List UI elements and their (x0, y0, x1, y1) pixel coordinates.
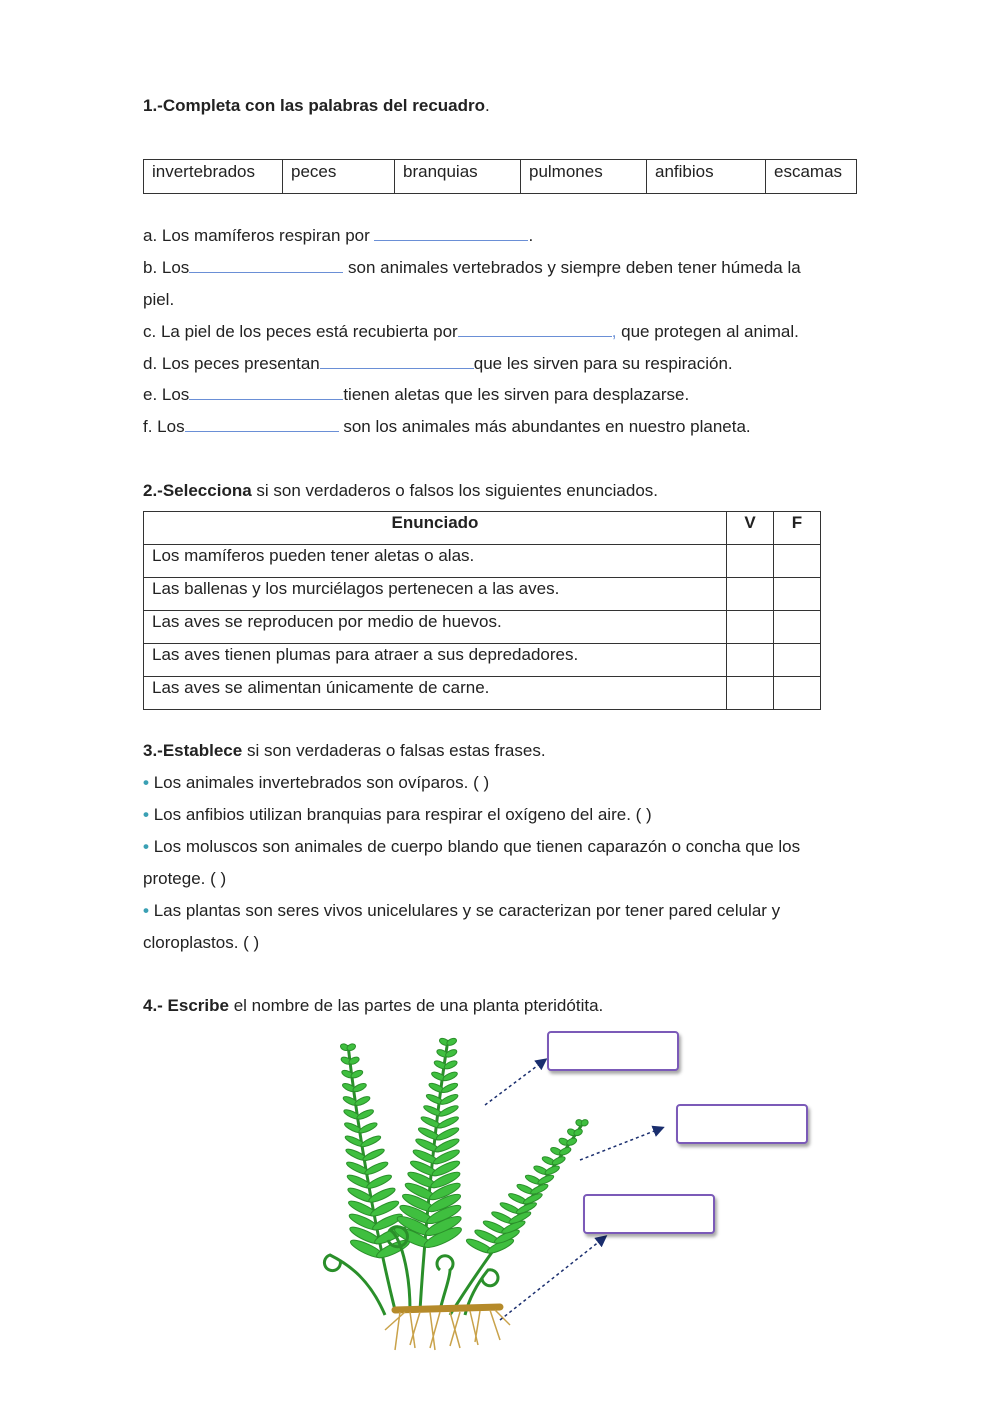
sentence-b-text: b. Los (143, 258, 190, 277)
statement-cell: Las ballenas y los murciélagos pertenecen a las aves. (144, 578, 727, 611)
statement-cell: Las aves se reproducen por medio de huevos. (144, 611, 727, 644)
leaflet-left (354, 1095, 371, 1107)
section4-number: 4.- Escribe (143, 996, 229, 1015)
sentence-e (143, 385, 689, 405)
header-f: F (774, 512, 821, 545)
leaflet-center (438, 1104, 460, 1118)
statement-3-text: Los moluscos son animales de cuerpo blando que tienen caparazón o concha que los (153, 837, 801, 856)
true-false-table (143, 511, 821, 710)
section4-instruction: el nombre de las partes de una planta pteridótita. (229, 996, 604, 1015)
section2-heading (143, 481, 658, 501)
word-bank-cell: anfibios (647, 160, 766, 194)
leaflet-center (440, 1081, 458, 1094)
f-cell[interactable] (774, 578, 821, 611)
table-row (144, 545, 821, 578)
blank-a[interactable] (374, 226, 528, 241)
word-bank-cell: peces (283, 160, 395, 194)
v-cell[interactable] (727, 578, 774, 611)
section2-instruction: si son verdaderos o falsos los siguientes enunciados. (251, 481, 659, 500)
sentence-e-end: tienen aletas que les sirven para desplazarse. (343, 385, 690, 404)
leaflet-left (358, 1121, 378, 1135)
table-header-row (144, 512, 821, 545)
leaflet-right (558, 1146, 572, 1157)
blank-c[interactable] (458, 322, 612, 337)
f-cell[interactable] (774, 644, 821, 677)
sentence-b-end: son animales vertebrados y siempre deben tener húmeda la (343, 258, 801, 277)
rhizome (385, 1307, 510, 1350)
statement-4-text: Las plantas son seres vivos unicelulares y se caracterizan por tener pared celular y (153, 901, 781, 920)
word-bank-cell: escamas (766, 160, 857, 194)
v-cell[interactable] (727, 677, 774, 710)
statement-3-continued: protege. ( ) (143, 869, 227, 888)
sentence-a-text: a. Los mamíferos respiran por (143, 226, 375, 245)
f-cell[interactable] (774, 611, 821, 644)
blank-d[interactable] (320, 354, 474, 369)
f-cell[interactable] (774, 545, 821, 578)
statement-1 (143, 773, 489, 793)
blank-b[interactable] (189, 258, 343, 273)
sentence-f (143, 417, 751, 437)
section1-heading (143, 96, 490, 116)
sentence-c-text: c. La piel de los peces está recubierta por (143, 322, 458, 341)
leaflet-right (566, 1137, 578, 1147)
bullet-icon: • (143, 805, 149, 824)
blank-f[interactable] (185, 417, 339, 432)
statement-3 (143, 837, 800, 857)
statement-2-text: Los anfibios utilizan branquias para respirar el oxígeno del aire. ( ) (153, 805, 652, 824)
section1-number: 1.- (143, 96, 163, 115)
fern-illustration (300, 1030, 820, 1360)
leaflet-center (439, 1093, 459, 1107)
sentence-e-text: e. Los (143, 385, 190, 404)
word-bank (143, 159, 857, 194)
arrow-to-box-3 (500, 1237, 605, 1320)
v-cell[interactable] (727, 611, 774, 644)
bullet-icon: • (143, 901, 149, 920)
answer-box-1[interactable] (547, 1031, 679, 1071)
statement-cell: Los mamíferos pueden tener aletas o alas. (144, 545, 727, 578)
word-bank-cell: pulmones (521, 160, 647, 194)
bullet-icon: • (143, 837, 149, 856)
arrow-to-box-1 (485, 1060, 545, 1105)
statement-2 (143, 805, 652, 825)
f-cell[interactable] (774, 677, 821, 710)
sentence-d-end: que les sirven para su respiración. (473, 354, 733, 373)
sentence-b (143, 258, 801, 278)
word-bank-cell: branquias (395, 160, 521, 194)
leaflet-left (346, 1043, 357, 1052)
leaflet-center (446, 1037, 458, 1047)
section3-number: 3.-Establece (143, 741, 243, 760)
statement-cell: Las aves tienen plumas para atraer a sus depredadores. (144, 644, 727, 677)
header-enunciado: Enunciado (144, 512, 727, 545)
sentence-d-text: d. Los peces presentan (143, 354, 320, 373)
section4-heading (143, 996, 603, 1016)
sentence-c (143, 322, 799, 342)
statement-1-text: Los animales invertebrados son ovíparos. ( ) (153, 773, 490, 792)
leaflet-left (360, 1134, 382, 1149)
statement-4-continued: cloroplastos. ( ) (143, 933, 260, 952)
sentence-a (143, 226, 533, 246)
sentence-b-continued: piel. (143, 290, 175, 309)
sentence-f-end: son los animales más abundantes en nuestro planeta. (338, 417, 751, 436)
blank-e[interactable] (189, 385, 343, 400)
statement-4 (143, 901, 780, 921)
leaflet-left (362, 1147, 386, 1163)
section1-title-period: . (485, 96, 490, 115)
bullet-icon: • (143, 773, 149, 792)
sentence-d (143, 354, 733, 374)
leaflet-left (363, 1160, 389, 1177)
section2-number: 2.-Selecciona (143, 481, 252, 500)
table-row (144, 644, 821, 677)
arrow-to-box-2 (580, 1128, 662, 1160)
section1-title: Completa con las palabras del recuadro (162, 96, 486, 115)
table-row (144, 677, 821, 710)
table-row (144, 578, 821, 611)
answer-box-3[interactable] (583, 1194, 715, 1234)
sentence-a-end: . (528, 226, 534, 245)
section3-instruction: si son verdaderas o falsas estas frases. (242, 741, 546, 760)
statement-cell: Las aves se alimentan únicamente de carne. (144, 677, 727, 710)
word-bank-cell: invertebrados (144, 160, 283, 194)
v-cell[interactable] (727, 644, 774, 677)
header-v: V (727, 512, 774, 545)
sentence-c-comma: , (611, 322, 617, 341)
v-cell[interactable] (727, 545, 774, 578)
leaflet-left (356, 1108, 375, 1121)
section3-heading (143, 741, 546, 761)
answer-box-2[interactable] (676, 1104, 808, 1144)
table-row (144, 611, 821, 644)
sentence-f-text: f. Los (143, 417, 185, 436)
sentence-c-end: que protegen al animal. (616, 322, 799, 341)
